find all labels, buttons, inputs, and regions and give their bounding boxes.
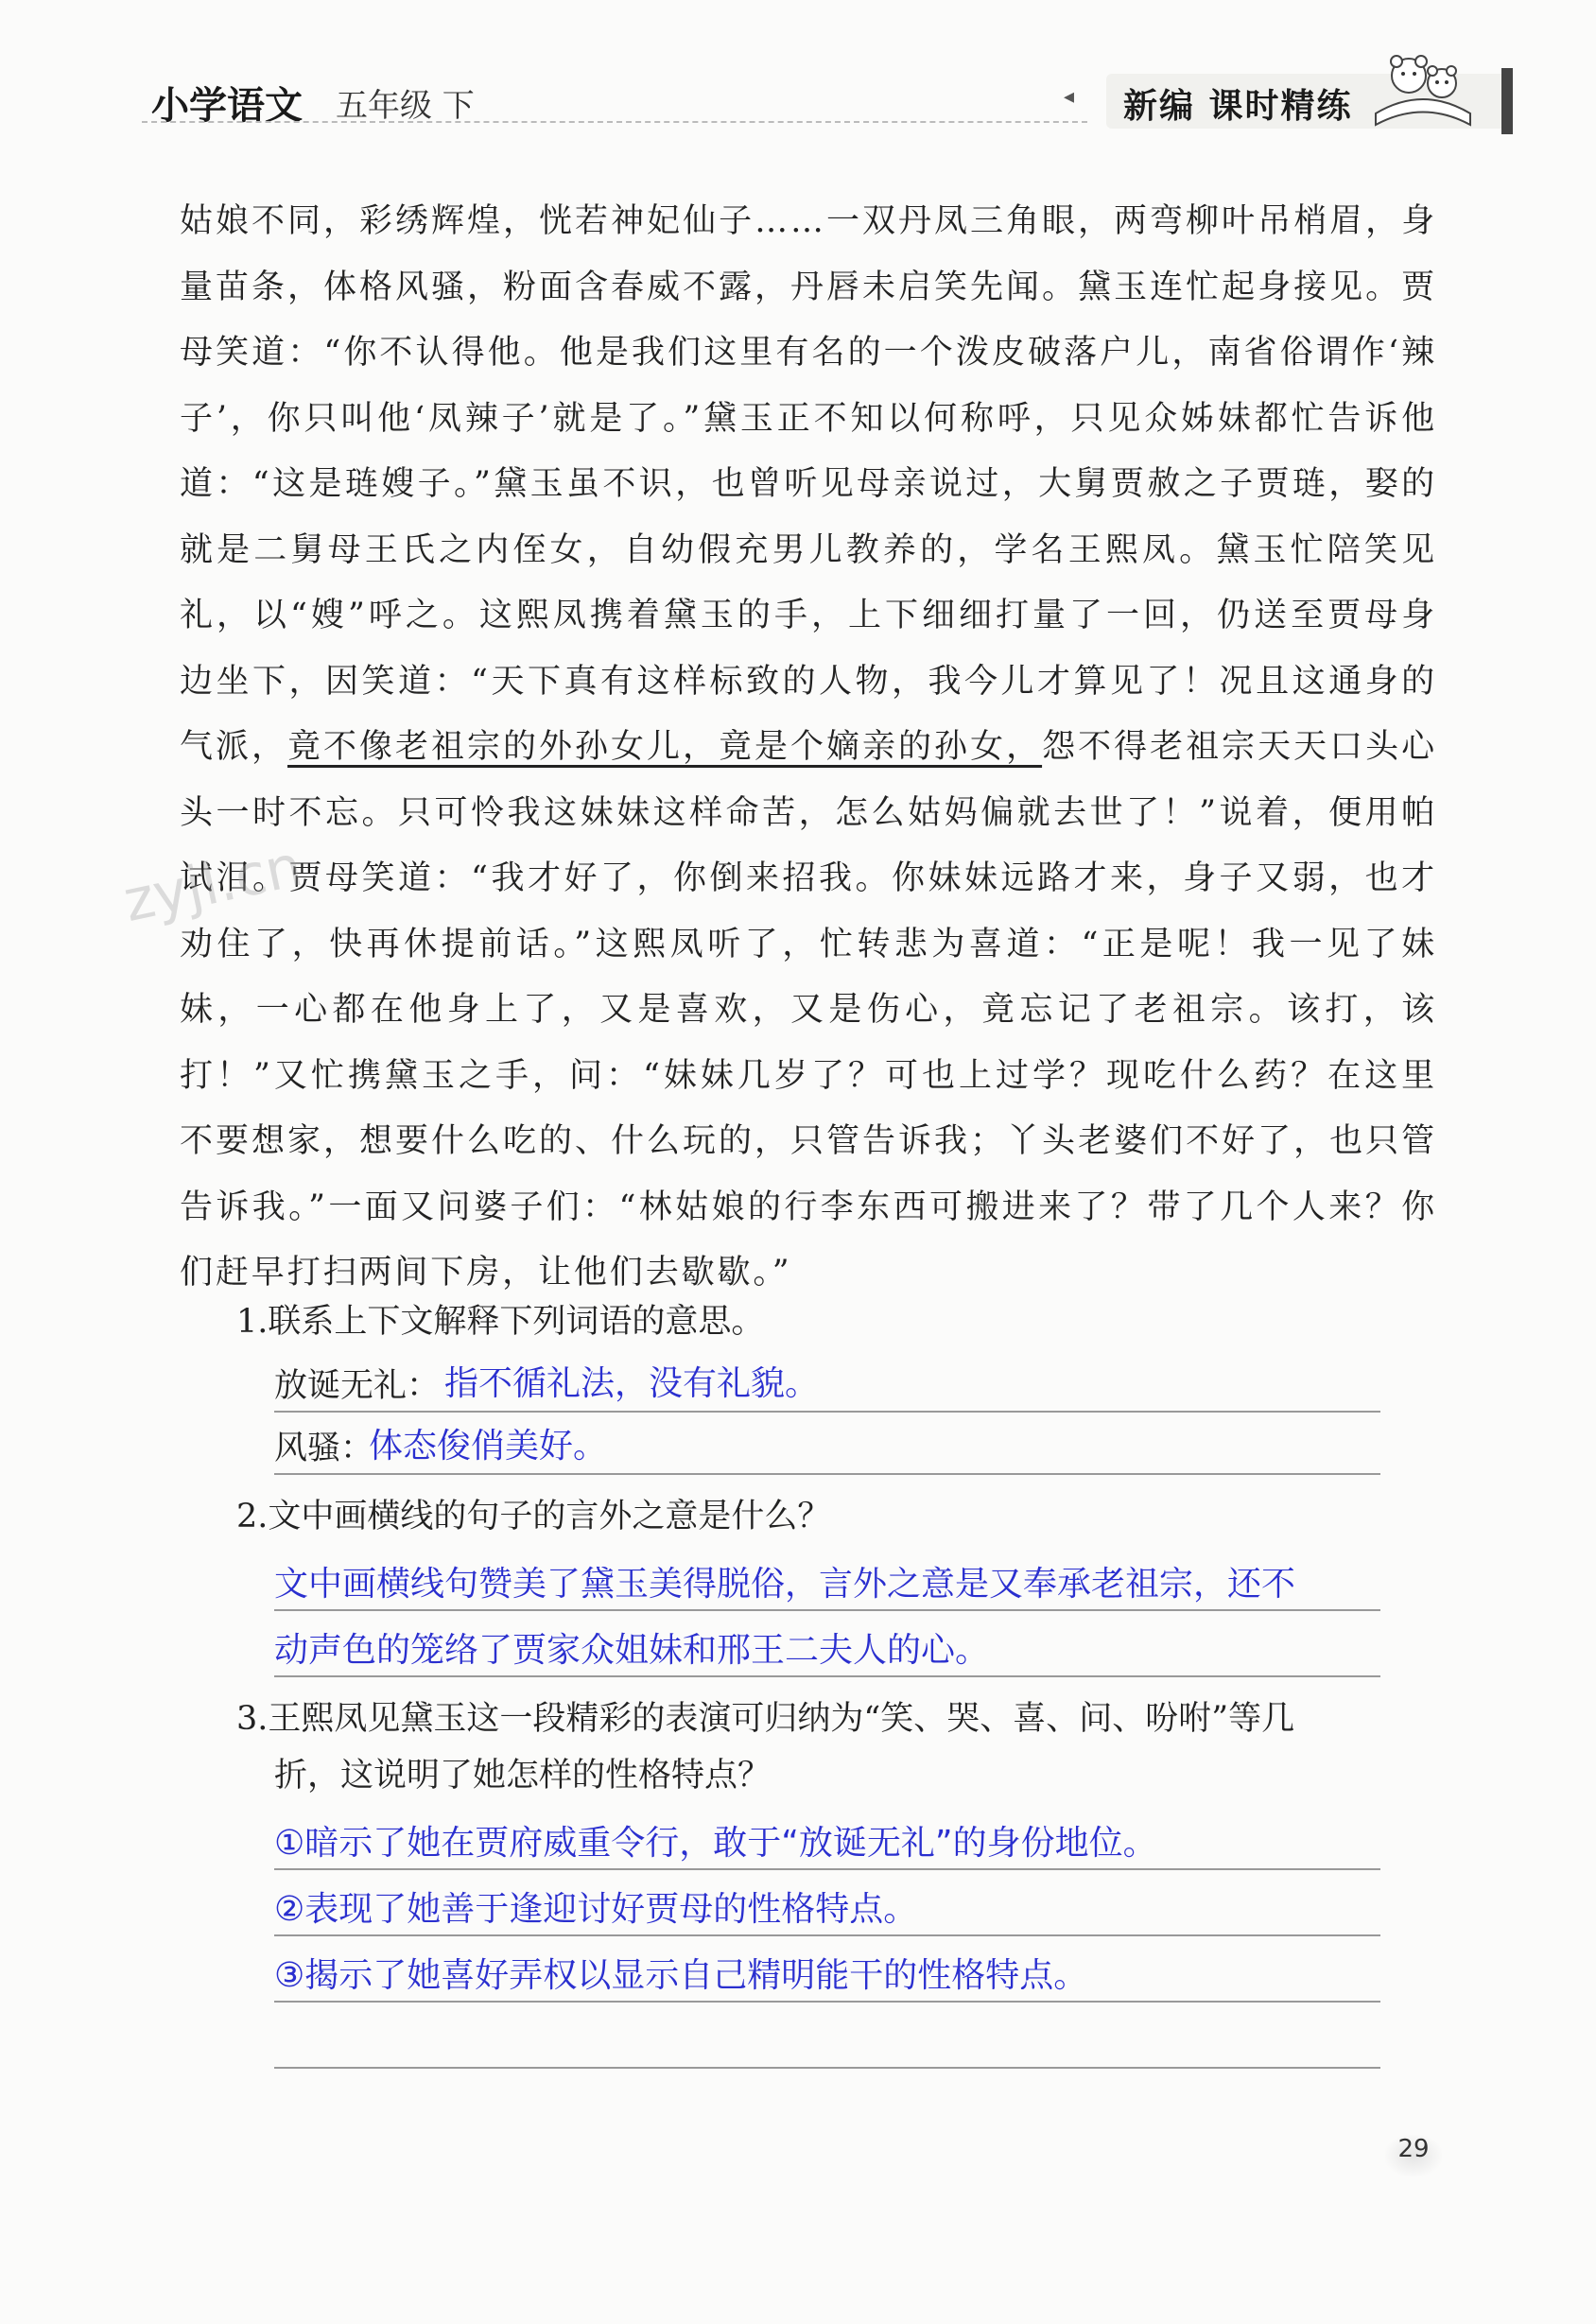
reading-passage bbox=[180, 189, 1437, 1307]
header-grade: 五年级 下 bbox=[336, 87, 475, 125]
passage-text bbox=[180, 189, 1437, 1307]
question-2-prompt: 2.文中画横线的句子的言外之意是什么？ bbox=[236, 1498, 831, 1535]
question-2-answer-line bbox=[274, 1545, 1380, 1611]
question-3-prompt: 3.王熙凤见黛玉这一段精彩的表演可归纳为“笑、哭、喜、问、吩咐”等几 bbox=[236, 1700, 1295, 1738]
header-subject: 小学语文 bbox=[151, 84, 303, 128]
series-brand-title: 新编 课时精练 bbox=[1123, 87, 1353, 126]
passage-part-2: 怨不得老祖宗天天口头心头一时不忘。只可怜我这妹妹这样命苦，怎么姑妈偏就去世了！”说着，便用帕试泪。贾母笑道：“我才好了，你倒来招我。你妹妹远路才来，身子又弱，也才劝住了，快再休提前话。”这熙凤听了，忙转悲为喜道：“正是呢！我一见了妹妹，一心都在他身上了，又是喜欢，又是伤心，竟忘记了老祖宗。该打，该打！”又忙携黛玉之手，问：“妹妹几岁了？可也上过学？现吃什么药？在这里不要想家，想要什么吃的、什么玩的，只管告诉我；丫头老婆们不好了，也只管告诉我。”一面又问婆子们：“林姑娘的行李东西可搬进来了？带了几个人来？你们赶早打扫两间下房，让他们去歇歇。” bbox=[180, 728, 1438, 1292]
question-3-answer: ②表现了她善于逢迎讨好贾母的性格特点。 bbox=[274, 1890, 918, 1929]
question-section bbox=[236, 1293, 1437, 2069]
page-number: 29 bbox=[1385, 2135, 1442, 2177]
series-brand-banner bbox=[1106, 74, 1513, 129]
question-1-answer: 体态俊俏美好。 bbox=[369, 1427, 608, 1466]
question-1-term: 放诞无礼： bbox=[274, 1367, 441, 1405]
question-2-answer: 文中画横线句赞美了黛玉美得脱俗，言外之意是又奉承老祖宗，还不 bbox=[274, 1565, 1296, 1604]
bear-reading-book-icon bbox=[1366, 47, 1480, 132]
question-1-item bbox=[274, 1413, 1380, 1475]
question-1-item bbox=[274, 1350, 1380, 1413]
question-1-prompt: 1.联系上下文解释下列词语的意思。 bbox=[236, 1303, 765, 1341]
question-3-prompt-cont: 折，这说明了她怎样的性格特点？ bbox=[274, 1757, 772, 1795]
page-header bbox=[142, 66, 1522, 142]
question-1-term: 风骚： bbox=[274, 1430, 374, 1467]
question-2-answer-line bbox=[274, 1611, 1380, 1677]
question-3-answer-line bbox=[274, 1804, 1380, 1870]
question-3-answer-line bbox=[274, 2003, 1380, 2069]
triangle-arrow-icon: ◂ bbox=[1064, 85, 1075, 109]
passage-part-1: 姑娘不同，彩绣辉煌，恍若神妃仙子……一双丹凤三角眼，两弯柳叶吊梢眉，身量苗条，体格风骚，粉面含春威不露，丹唇未启笑先闻。黛玉连忙起身接见。贾母笑道：“你不认得他。他是我们这里有名的一个泼皮破落户儿，南省俗谓作‘辣子’，你只叫他‘凤辣子’就是了。”黛玉正不知以何称呼，只见众姊妹都忙告诉他道：“这是琏嫂子。”黛玉虽不识，也曾听见母亲说过，大舅贾赦之子贾琏，娶的就是二舅母王氏之内侄女，自幼假充男儿教养的，学名王熙凤。黛玉忙陪笑见礼，以“嫂”呼之。这熙凤携着黛玉的手，上下细细打量了一回，仍送至贾母身边坐下，因笑道：“天下真有这样标致的人物，我今儿才算见了！况且这通身的气派， bbox=[180, 202, 1437, 766]
question-3-answer: ①暗示了她在贾府威重令行，敢于“放诞无礼”的身份地位。 bbox=[274, 1824, 1157, 1863]
question-1-answer: 指不循礼法，没有礼貌。 bbox=[444, 1364, 820, 1403]
header-divider bbox=[142, 121, 1087, 123]
question-3-answer-line bbox=[274, 1870, 1380, 1936]
underlined-sentence: 竟不像老祖宗的外孙女儿，竟是个嫡亲的孙女， bbox=[287, 728, 1043, 766]
question-3-answer: ③揭示了她喜好弄权以显示自己精明能干的性格特点。 bbox=[274, 1956, 1088, 1995]
question-3-answer-line bbox=[274, 1936, 1380, 2003]
question-2-answer: 动声色的笼络了贾家众姐妹和邢王二夫人的心。 bbox=[274, 1631, 990, 1670]
brand-side-bar bbox=[1501, 68, 1513, 134]
watermark: zyjl.cn bbox=[117, 832, 308, 936]
